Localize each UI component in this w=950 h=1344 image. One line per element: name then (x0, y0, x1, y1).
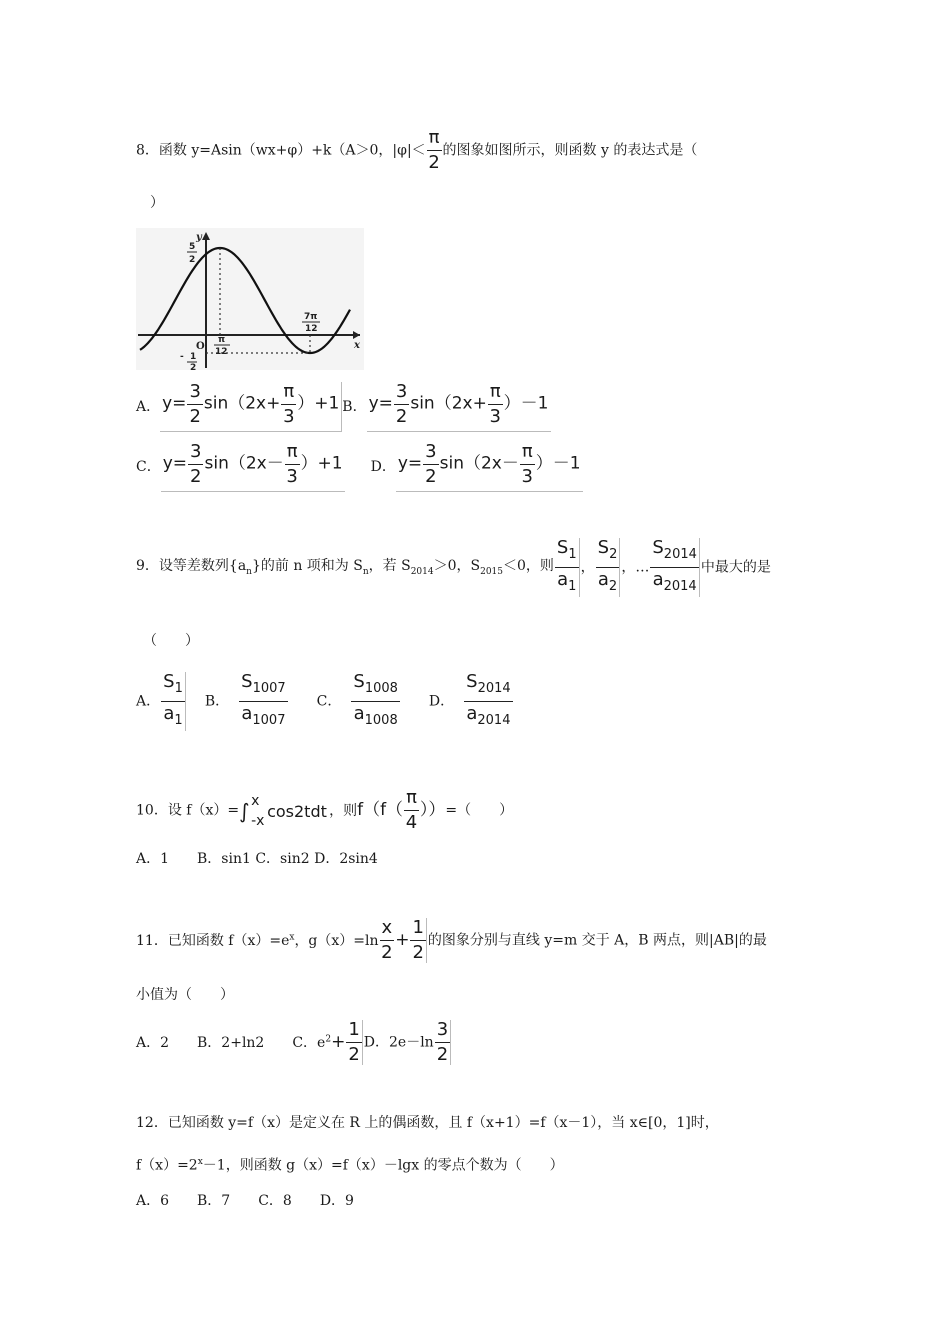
q8-option-c-formula[interactable]: y= $\frac{3}{2}$ sin（2x－ $\frac{\pi}{3}$ ）+1 (161, 442, 345, 492)
q8-phi-bound (427, 128, 442, 173)
q9-options (136, 672, 514, 731)
trough-x-label-den: 12 (305, 324, 318, 334)
q8-option-d-letter[interactable]: D． (370, 459, 396, 475)
q9-answer-paren: （ ） (143, 633, 199, 649)
q10-pi-over-4: $\frac{\pi}{4}$ (405, 787, 418, 833)
q9-option-b-letter[interactable]: B． (204, 693, 230, 710)
q9-option-a[interactable]: $\frac{S_1}{a_1}$ (161, 672, 186, 731)
q8-function-graph (136, 228, 364, 370)
q8-phi-num: π (427, 128, 442, 151)
y-axis-label: y (196, 232, 202, 243)
q10-integral: ∫ x -x cos2tdt (239, 792, 327, 829)
q11-options[interactable]: A．2 B．2+ln2 C．$e^2+$ $\frac{1}{2}$ D．2e－ln $\frac{3}{2}$ (136, 1020, 452, 1065)
min-label-den: 2 (190, 363, 197, 370)
q8-option-a-formula[interactable]: y= $\frac{3}{2}$ sin（2x+ $\frac{\pi}{3}$ ）+1 (160, 382, 342, 432)
q11-option-d-frac: $\frac{3}{2}$ (435, 1020, 451, 1065)
q8-option-a-letter[interactable]: A． (136, 399, 161, 415)
q11-stem-line2: 小值为（ ） (136, 987, 234, 1003)
q8-options-cd (136, 442, 583, 492)
origin-label: O (196, 341, 205, 352)
q8-option-c-letter[interactable]: C． (136, 459, 161, 475)
min-label-sign: - (180, 352, 184, 362)
q9-ratio-1: $\frac{S_1}{a_1}$ (555, 538, 580, 597)
max-label-num: 5 (189, 242, 196, 252)
q10-stem: 10．设 f（x）= ∫ x -x cos2tdt ，则f（f（ $\frac{\pi}{4}$ ））=（ ） (136, 787, 514, 833)
q9-option-c[interactable]: $\frac{S_{1008}}{a_{1008}}$ (353, 671, 398, 728)
q12-stem-line1: 12．已知函数 y=f（x）是定义在 R 上的偶函数，且 f（x+1）=f（x－1），当 x∈[0，1]时， (136, 1115, 719, 1131)
q9-ratio-2014: $\frac{S_{2014}}{a_{2014}}$ (650, 538, 700, 597)
min-label-num: 1 (190, 352, 197, 362)
q9-option-d[interactable]: $\frac{S_{2014}}{a_{2014}}$ (466, 671, 511, 728)
q8-stem-start: 8．函数 y=Asin（wx+φ）+k（A＞0，|φ|＜ (136, 142, 426, 159)
x-axis-label: x (354, 340, 360, 351)
trough-x-label-num: 7π (304, 312, 318, 322)
q9-option-b[interactable]: $\frac{S_{1007}}{a_{1007}}$ (241, 671, 286, 728)
q8-phi-den: 2 (428, 152, 440, 173)
q8-option-b-formula[interactable]: y= $\frac{3}{2}$ sin（2x+ $\frac{\pi}{3}$ ）－1 (367, 382, 551, 432)
q8-stem-close: ） (150, 195, 164, 211)
q8-stem-end: 的图象如图所示，则函数 y 的表达式是（ (442, 142, 698, 159)
q11-x-over-2: $\frac{x}{2}$ (381, 917, 393, 963)
q8-option-d-formula[interactable]: y= $\frac{3}{2}$ sin（2x－ $\frac{\pi}{3}$ ）－1 (396, 442, 583, 492)
q9-ratio-2: $\frac{S_2}{a_2}$ (596, 538, 621, 597)
q12-stem-line2: $f(x)=2^x-1$，则函数 g（x）=f（x）－lgx 的零点个数为（ ） (136, 1157, 564, 1174)
q9-stem: 9．设等差数列$\{a_n\}$的前 n 项和为 $S_n$，若 $S_{2014}>0$，$S_{2015}<0$，则 $\frac{S_1}{a_1}$ ， $\frac{S_2}{a_2}$ ，… $\frac{S_{2014}}{a_{2014}}$ 中最大的是 (136, 538, 771, 597)
q9-option-a-letter[interactable]: A． (136, 693, 161, 710)
graph-background (136, 228, 364, 370)
max-label-den: 2 (189, 255, 196, 265)
peak-x-label-den: 12 (215, 347, 228, 357)
q11-stem: 11．已知函数 $f(x)=e^x$，g（x）=ln $\frac{x}{2}$ + $\frac{1}{2}$ 的图象分别与直线 y=m 交于 A，B 两点，则|AB|的最 (136, 917, 767, 963)
q12-options[interactable]: A．6 B．7 C．8 D．9 (136, 1193, 354, 1209)
q8-options-ab (136, 382, 551, 432)
q8-option-b-letter[interactable]: B． (342, 399, 367, 415)
q10-options[interactable]: A．1 B．sin1 C．sin2 D．2sin4 (136, 851, 378, 867)
peak-x-label-num: π (218, 335, 226, 345)
q11-one-half: $\frac{1}{2}$ (410, 918, 426, 963)
q9-option-c-letter[interactable]: C． (316, 693, 342, 710)
q9-option-d-letter[interactable]: D． (428, 693, 455, 710)
q11-option-c-frac: $\frac{1}{2}$ (346, 1020, 362, 1065)
q8-stem (136, 128, 697, 173)
